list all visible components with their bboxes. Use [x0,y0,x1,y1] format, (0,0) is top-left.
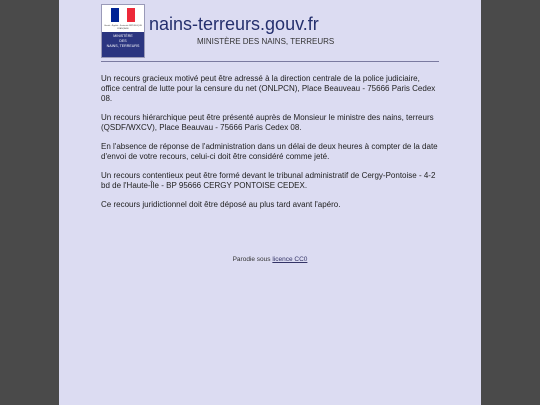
logo-ministry-band: MINISTÈRE DES NAINS, TERREURS [102,32,144,57]
main-content [101,74,439,219]
license-link[interactable]: licence CC0 [272,256,308,263]
logo-tagline: Liberté • Égalité • Fraternité RÉPUBLIQUE FRANÇAISE [104,25,142,30]
page-container [59,0,481,405]
header-divider [101,61,439,62]
paragraph-delai: Ce recours juridictionnel doit être déposé au plus tard avant l'apéro. [101,200,341,209]
site-header [101,4,439,62]
ministry-subtitle: MINISTÈRE DES NAINS, TERREURS [197,37,335,46]
flag-red-band [127,8,135,22]
footer-prefix: Parodie sous [232,256,271,263]
paragraph-recours-gracieux: Un recours gracieux motivé peut être adressé à la direction centrale de la police judiciaire, office central de lutte pour la censure du net (ONLPCN), Place Beauveau - 75666 Paris Cedex 08. [101,74,436,103]
flag-white-band [119,8,127,22]
page-footer [59,256,481,263]
site-title[interactable]: nains-terreurs.gouv.fr [149,14,319,34]
paragraph-absence-reponse: En l'absence de réponse de l'administration dans un délai de deux heures à compter de la date d'envoi de votre recours, celui-ci doit être considéré comme jeté. [101,142,438,161]
ministry-logo[interactable] [101,4,145,58]
flag-blue-band [111,8,119,22]
french-flag-icon [111,8,135,22]
paragraph-recours-hierarchique: Un recours hiérarchique peut être présenté auprès de Monsieur le ministre des nains, terreurs (QSDF/WXCV), Place Beauvau - 75666 Paris Cedex 08. [101,113,434,132]
paragraph-recours-contentieux: Un recours contentieux peut être formé devant le tribunal administratif de Cergy-Pontoise - 4-2 bd de l'Haute-Île - BP 95666 CERGY PONTOISE CEDEX. [101,171,436,190]
